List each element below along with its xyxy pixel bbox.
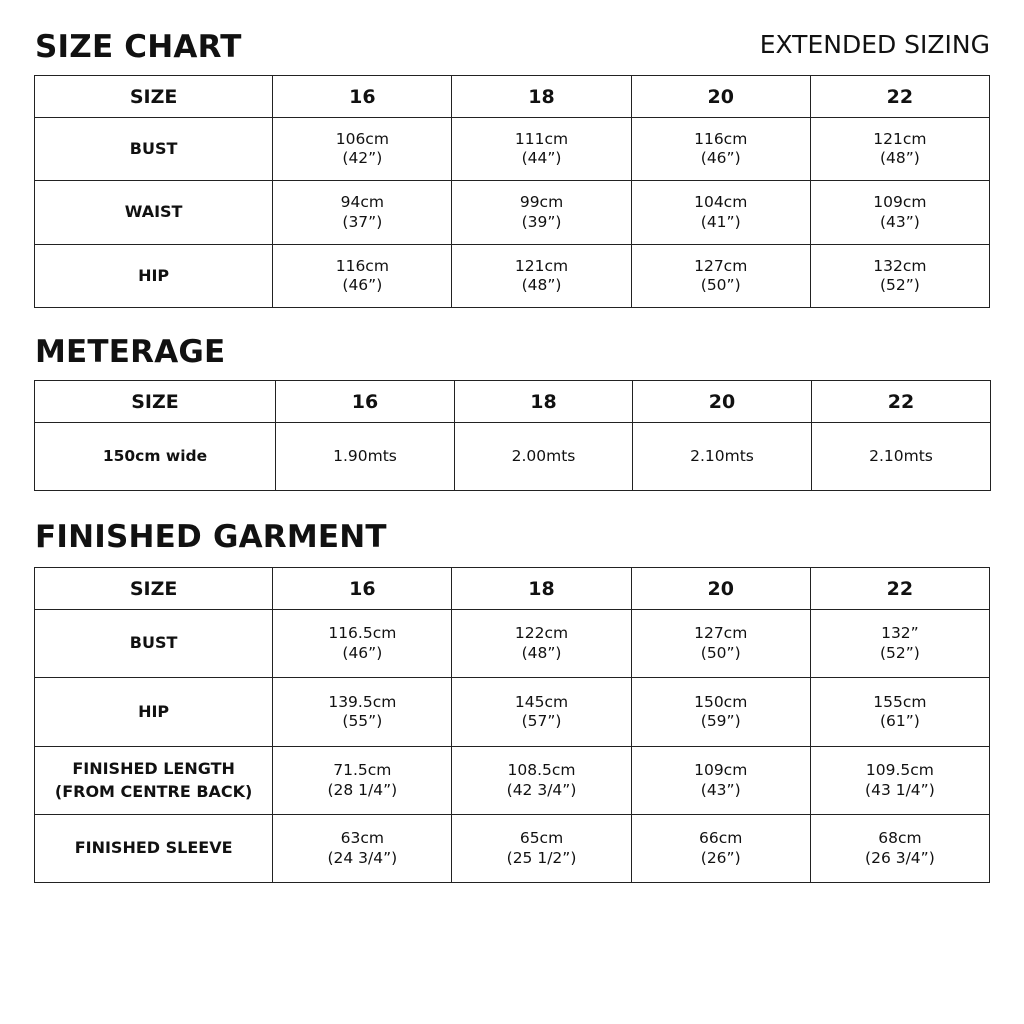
cell-imperial: (42”)	[342, 149, 383, 167]
table-cell	[452, 118, 631, 181]
table-row	[35, 815, 990, 883]
table-cell	[810, 678, 989, 747]
table-row	[35, 181, 990, 245]
cell-imperial: (26”)	[700, 848, 741, 867]
cell-metric: 2.10mts	[869, 446, 933, 465]
meterage-table	[34, 380, 991, 491]
table-cell	[273, 747, 452, 815]
row-header: HIP	[35, 245, 273, 308]
table-header-row	[35, 76, 990, 118]
table-row	[35, 678, 990, 747]
table-row	[35, 747, 990, 815]
table-cell	[631, 747, 810, 815]
page-subtitle: EXTENDED SIZING	[759, 30, 990, 59]
cell-metric: 116cm	[694, 129, 748, 148]
cell-imperial: (44”)	[521, 149, 562, 167]
cell-metric: 66cm	[699, 829, 743, 848]
cell-imperial: (50”)	[700, 643, 741, 662]
cell-imperial: (48”)	[521, 643, 562, 662]
finished-garment-table	[34, 567, 990, 883]
cell-metric: 109cm	[873, 193, 927, 212]
row-header: BUST	[35, 118, 273, 181]
cell-imperial: (43”)	[700, 780, 741, 799]
column-header: 18	[455, 381, 633, 423]
cell-imperial: (43”)	[879, 212, 920, 231]
cell-metric: 132”	[881, 624, 919, 643]
table-cell	[810, 610, 989, 678]
cell-metric: 122cm	[514, 624, 569, 643]
cell-metric: 127cm	[694, 624, 748, 643]
table-cell	[455, 423, 633, 491]
cell-imperial: (24 3/4”)	[327, 848, 398, 867]
column-header: SIZE	[35, 76, 273, 118]
table-cell	[631, 118, 810, 181]
cell-metric: 65cm	[519, 829, 564, 848]
cell-metric: 106cm	[335, 129, 389, 148]
table-cell	[810, 815, 989, 883]
cell-imperial: (46”)	[342, 643, 383, 662]
table-cell	[631, 245, 810, 308]
cell-imperial: (43 1/4”)	[865, 780, 935, 799]
table-header-row	[35, 381, 991, 423]
cell-metric: 127cm	[694, 256, 748, 275]
table-row	[35, 118, 990, 181]
table-cell	[273, 118, 452, 181]
cell-imperial: (46”)	[342, 276, 383, 294]
section-title-finished-garment: FINISHED GARMENT	[35, 519, 387, 555]
cell-imperial: (39”)	[521, 212, 562, 231]
table-row	[35, 245, 990, 308]
row-header: FINISHED SLEEVE	[35, 815, 273, 883]
table-cell	[273, 610, 452, 678]
table-cell	[273, 245, 452, 308]
table-header-row	[35, 568, 990, 610]
cell-metric: 150cm	[694, 692, 748, 711]
cell-imperial: (37”)	[342, 212, 383, 231]
column-header: 20	[633, 381, 812, 423]
column-header: SIZE	[35, 568, 273, 610]
table-cell	[810, 118, 989, 181]
column-header: 16	[276, 381, 455, 423]
cell-imperial: (57”)	[521, 712, 562, 730]
row-header: WAIST	[35, 181, 273, 245]
table-cell	[633, 423, 812, 491]
table-cell	[452, 815, 631, 883]
column-header: 22	[810, 76, 989, 118]
column-header: SIZE	[35, 381, 276, 423]
table-cell	[452, 610, 631, 678]
table-cell	[810, 181, 989, 245]
size-chart-table	[34, 75, 990, 308]
cell-imperial: (25 1/2”)	[506, 848, 577, 867]
column-header: 18	[452, 76, 631, 118]
cell-imperial: (59”)	[700, 712, 741, 730]
table-cell	[631, 815, 810, 883]
cell-metric: 139.5cm	[328, 692, 397, 711]
table-cell	[631, 181, 810, 245]
cell-metric: 2.10mts	[690, 446, 754, 465]
row-header: BUST	[35, 610, 273, 678]
page-title: SIZE CHART	[35, 29, 242, 65]
cell-imperial: (48”)	[521, 276, 562, 294]
cell-imperial: (41”)	[700, 212, 741, 231]
cell-imperial: (26 3/4”)	[865, 848, 935, 867]
cell-metric: 2.00mts	[511, 446, 576, 465]
table-cell	[452, 747, 631, 815]
cell-metric: 99cm	[519, 193, 564, 212]
table-row	[35, 423, 991, 491]
cell-metric: 108.5cm	[507, 761, 576, 780]
table-cell	[810, 747, 989, 815]
cell-metric: 111cm	[514, 129, 569, 148]
table-cell	[631, 610, 810, 678]
cell-metric: 71.5cm	[333, 761, 392, 780]
table-cell	[273, 678, 452, 747]
table-cell	[273, 181, 452, 245]
cell-metric: 155cm	[873, 692, 927, 711]
column-header: 20	[631, 568, 810, 610]
cell-imperial: (48”)	[879, 149, 920, 167]
cell-imperial: (52”)	[879, 643, 920, 662]
cell-metric: 116cm	[335, 256, 389, 275]
table-row	[35, 610, 990, 678]
table-cell	[810, 245, 989, 308]
cell-metric: 109.5cm	[865, 761, 934, 780]
row-header-line: (FROM CENTRE BACK)	[54, 781, 253, 801]
table-cell	[273, 815, 452, 883]
table-cell	[452, 181, 631, 245]
cell-imperial: (52”)	[879, 276, 920, 294]
cell-imperial: (50”)	[700, 276, 741, 294]
table-cell	[452, 245, 631, 308]
cell-metric: 116.5cm	[328, 624, 397, 643]
row-header	[35, 747, 273, 815]
cell-metric: 145cm	[514, 692, 569, 711]
row-header: HIP	[35, 678, 273, 747]
row-header: 150cm wide	[35, 423, 276, 491]
cell-metric: 1.90mts	[333, 446, 397, 465]
column-header: 16	[273, 568, 452, 610]
table-cell	[812, 423, 991, 491]
section-title-meterage: METERAGE	[35, 334, 226, 370]
cell-imperial: (28 1/4”)	[327, 780, 398, 799]
cell-metric: 63cm	[340, 829, 384, 848]
cell-metric: 121cm	[873, 129, 927, 148]
cell-imperial: (46”)	[700, 149, 741, 167]
cell-metric: 132cm	[873, 256, 927, 275]
column-header: 20	[631, 76, 810, 118]
cell-metric: 104cm	[694, 193, 748, 212]
row-header-line: FINISHED LENGTH	[72, 759, 235, 779]
cell-imperial: (55”)	[342, 712, 383, 730]
table-cell	[276, 423, 455, 491]
table-cell	[452, 678, 631, 747]
cell-metric: 109cm	[694, 761, 748, 780]
column-header: 22	[812, 381, 991, 423]
column-header: 16	[273, 76, 452, 118]
cell-metric: 94cm	[340, 193, 384, 212]
cell-metric: 68cm	[878, 829, 922, 848]
cell-metric: 121cm	[514, 256, 569, 275]
cell-imperial: (61”)	[879, 712, 920, 730]
column-header: 22	[810, 568, 989, 610]
table-cell	[631, 678, 810, 747]
column-header: 18	[452, 568, 631, 610]
cell-imperial: (42 3/4”)	[506, 780, 577, 799]
